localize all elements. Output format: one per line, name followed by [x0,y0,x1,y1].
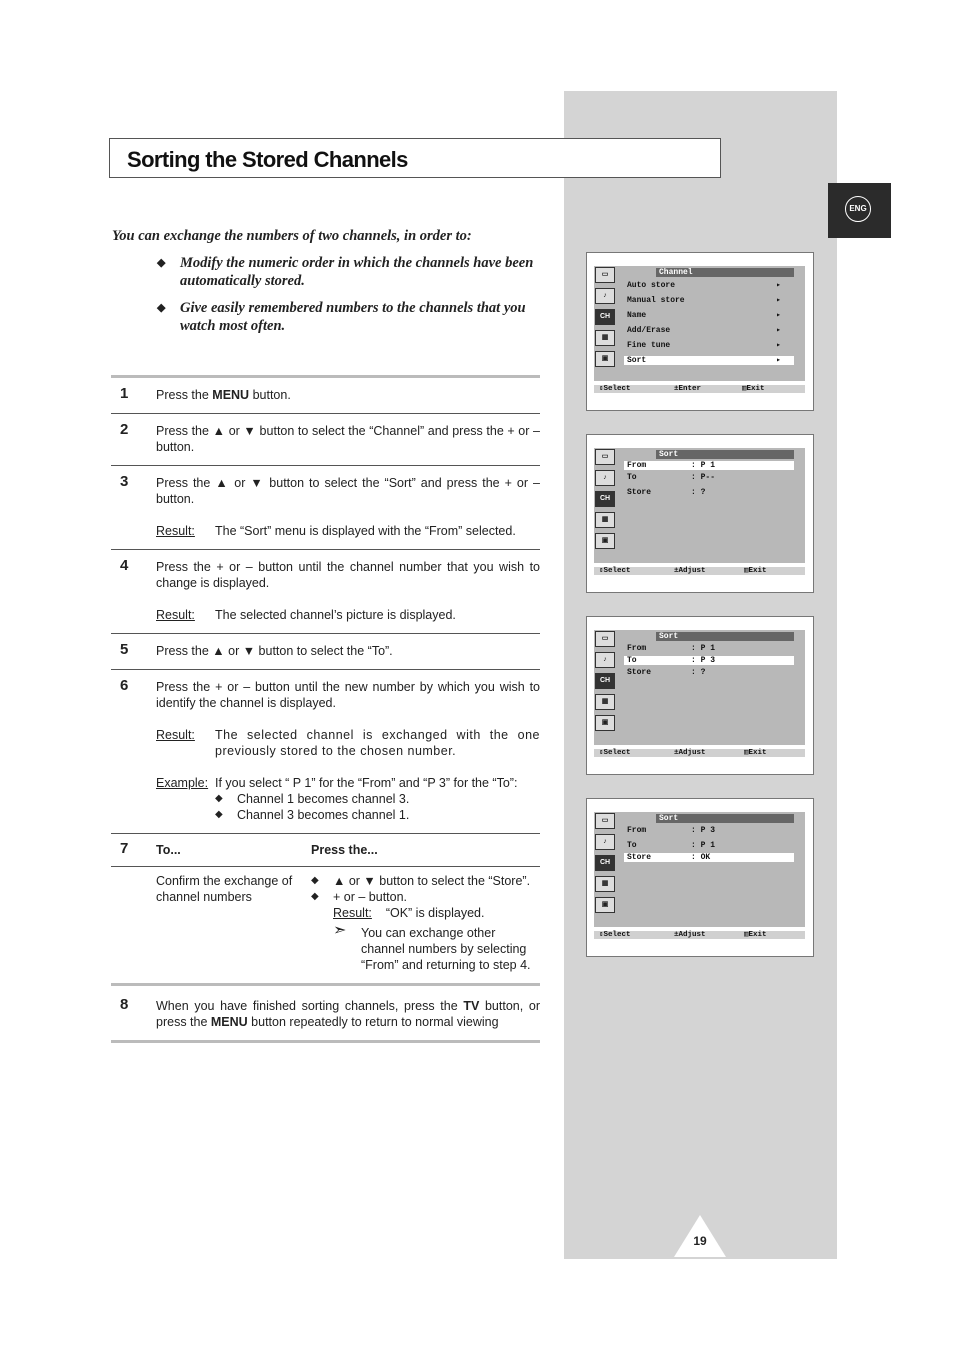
intro-bullet-text: Modify the numeric order in which the channels have been automatically stored. [180,255,534,289]
channel-icon: CH [595,309,615,325]
arrow-icon: ➣ [333,922,347,939]
function-icon: ▦ [595,512,615,528]
osd-value: : P 3 [691,656,716,665]
footer-label: Adjust [678,931,706,939]
picture-icon: ▭ [595,449,615,465]
osd-item: Name [627,311,647,320]
key-name: MENU [210,1015,248,1029]
menu-icons [595,631,615,736]
example-item [215,807,540,823]
osd-title: Sort [656,450,794,459]
osd-row-selected [624,853,794,862]
result-label: Result: [333,906,372,920]
diamond-icon: ◆ [311,891,319,902]
channel-icon: CH [595,491,615,507]
tv-screen-channel [586,252,814,411]
menu-icons [595,267,615,372]
arrow-right-icon: ▸ [776,311,781,320]
osd-footer [594,749,805,757]
pip-icon: ▣ [595,897,615,913]
action-result [311,905,540,921]
osd-row-selected [624,656,794,665]
step-7-body [111,873,540,973]
footer-label: Adjust [678,567,706,575]
column-header: Press the... [311,843,378,857]
footer-label: Exit [746,385,765,393]
osd-footer [594,567,805,575]
action-text: Confirm the exchange of channel numbers [156,874,293,904]
intro-bullet [112,254,552,290]
example-item [215,791,540,807]
arrow-right-icon: ▸ [776,341,781,350]
osd-row [624,470,794,485]
osd-row [624,641,794,656]
osd-item: Fine tune [627,341,671,350]
footer-select: ⇕Select [599,567,631,575]
osd-item: Store [627,853,652,862]
osd-item: From [627,461,647,470]
example-item-text: Channel 3 becomes channel 1. [237,808,410,822]
tv-screen-sort-1 [586,434,814,593]
osd-row [624,308,794,323]
footer-exit: ▥Exit [742,385,765,393]
example-item-text: Channel 1 becomes channel 3. [237,792,410,806]
pip-icon: ▣ [595,533,615,549]
footer-adjust: ±Adjust [674,567,706,575]
result-text: The selected channel’s picture is displayed. [215,608,456,622]
language-badge: ENG [845,196,871,222]
pip-icon: ▣ [595,351,615,367]
function-icon: ▦ [595,330,615,346]
osd-row [624,665,794,680]
action-line [311,889,540,905]
osd-value: : P 1 [691,461,716,470]
tv-screen-sort-2 [586,616,814,775]
menu-icons [595,813,615,918]
picture-icon: ▭ [595,267,615,283]
diamond-icon: ◆ [311,875,319,886]
example-text: If you select “ P 1” for the “From” and “P 3” for the “To”: [215,776,518,790]
footer-exit: ▥Exit [744,567,767,575]
intro-bullet [112,299,552,335]
result [156,727,540,759]
result [156,523,540,539]
arrow-right-icon: ▸ [776,281,781,290]
footer-label: Select [603,567,631,575]
result [156,607,540,623]
result-label: Result: [156,608,195,622]
result-text: The “Sort” menu is displayed with the “From” selected. [215,524,516,538]
osd-item: Sort [627,356,647,365]
example [156,775,540,823]
footer-label: Adjust [678,749,706,757]
step-7 [111,834,540,986]
channel-icon: CH [595,673,615,689]
result-label: Result: [156,728,195,742]
column-header: To... [156,843,181,857]
osd-item: Add/Erase [627,326,671,335]
osd-value: : ? [691,488,706,497]
osd-value: : P 3 [691,826,716,835]
step-text: Press the ▲ or ▼ button to select the “Channel” and press the + or – button. [156,424,540,454]
step-8 [111,986,540,1043]
example-label: Example: [156,776,209,790]
osd-menu [624,268,794,368]
picture-icon: ▭ [595,813,615,829]
footer-select: ⇕Select [599,385,631,393]
step-text: Press the + or – button until the channel number that you wish to change is displayed. [156,560,540,590]
step-5 [111,634,540,670]
step-6 [111,670,540,834]
diamond-icon: ◆ [157,257,166,269]
osd-item: From [627,826,647,835]
sound-icon: ♪ [595,834,615,850]
osd-value: : P 1 [691,644,716,653]
footer-adjust: ±Adjust [674,749,706,757]
osd-menu [624,814,794,865]
step-number: 1 [120,385,129,402]
footer-label: Exit [748,567,767,575]
footer-label: Select [603,749,631,757]
sound-icon: ♪ [595,470,615,486]
osd-title: Channel [656,268,794,277]
footer-label: Exit [748,931,767,939]
intro-bullet-text: Give easily remembered numbers to the channels that you watch most often. [180,300,526,334]
intro-lead: You can exchange the numbers of two channels, in order to: [112,228,472,244]
footer-select: ⇕Select [599,749,631,757]
title-box [109,138,721,178]
action-line-text: ▲ or ▼ button to select the “Store”. [333,874,531,888]
result-text: The selected channel is exchanged with the one previously stored to the chosen number. [215,728,540,758]
step-text-part: When you have finished sorting channels, press the [156,999,464,1013]
key-name: MENU [212,388,250,402]
diamond-icon: ◆ [215,793,223,804]
osd-row [624,823,794,838]
step-4 [111,550,540,634]
channel-icon: CH [595,855,615,871]
function-icon: ▦ [595,694,615,710]
osd-footer [594,385,805,393]
step-number: 5 [120,641,129,658]
steps-list [111,375,540,1043]
note-text: You can exchange other channel numbers by selecting “From” and returning to step 4. [361,926,531,972]
osd-item: To [627,473,637,482]
page-number: 19 [693,1234,707,1248]
osd-menu [624,450,794,500]
osd-row-selected [624,461,794,470]
step-3 [111,466,540,550]
osd-item: Store [627,668,652,677]
step-number: 7 [120,840,129,857]
osd-row [624,338,794,353]
page-title: Sorting the Stored Channels [127,147,408,172]
osd-item: Auto store [627,281,676,290]
osd-value: : P-- [691,473,716,482]
step-text-part: Press the [156,388,213,402]
footer-label: Enter [678,385,702,393]
step-text: Press the + or – button until the new number by which you wish to identify the channel is displayed. [156,680,540,710]
arrow-right-icon: ▸ [776,296,781,305]
intro [112,228,552,335]
step-7-header [111,842,540,867]
step-text-part: button. [249,388,291,402]
osd-row [624,323,794,338]
language-tab [828,183,891,238]
step-number: 3 [120,473,129,490]
footer-adjust: ±Adjust [674,931,706,939]
step-text: Press the ▲ or ▼ button to select the “Sort” and press the + or – button. [156,476,540,506]
step-number: 4 [120,557,129,574]
action-line-text: + or – button. [333,890,408,904]
action-steps [311,873,540,973]
footer-enter: ±Enter [674,385,702,393]
osd-row [624,293,794,308]
osd-item: Manual store [627,296,685,305]
osd-row-selected [624,356,794,365]
footer-exit: ▥Exit [744,931,767,939]
osd-title: Sort [656,814,794,823]
footer-exit: ▥Exit [744,749,767,757]
sound-icon: ♪ [595,288,615,304]
footer-label: Exit [748,749,767,757]
tv-screen-sort-3 [586,798,814,957]
osd-row [624,838,794,853]
footer-label: Select [603,385,631,393]
osd-value: : OK [691,853,711,862]
osd-title: Sort [656,632,794,641]
arrow-right-icon: ▸ [776,326,781,335]
step-text-part: button repeatedly to return to normal viewing [247,1015,499,1029]
osd-row [624,278,794,293]
osd-item: To [627,656,637,665]
step-2 [111,414,540,466]
menu-icons [595,449,615,554]
sound-icon: ♪ [595,652,615,668]
step-text [156,387,540,403]
osd-item: Store [627,488,652,497]
step-number: 2 [120,421,129,438]
example-body [215,775,540,823]
osd-row [624,485,794,500]
diamond-icon: ◆ [157,302,166,314]
function-icon: ▦ [595,876,615,892]
step-number: 6 [120,677,129,694]
step-text: Press the ▲ or ▼ button to select the “To”. [156,644,393,658]
step-1 [111,378,540,414]
picture-icon: ▭ [595,631,615,647]
diamond-icon: ◆ [215,809,223,820]
osd-menu [624,632,794,680]
osd-item: From [627,644,647,653]
footer-select: ⇕Select [599,931,631,939]
osd-value: : P 1 [691,841,716,850]
osd-footer [594,931,805,939]
result-label: Result: [156,524,195,538]
osd-item: To [627,841,637,850]
step-text-part: button, or press the [156,999,540,1029]
footer-label: Select [603,931,631,939]
key-name: TV [463,999,480,1013]
note [311,922,540,973]
action-line [311,873,540,889]
step-number: 8 [120,996,129,1013]
pip-icon: ▣ [595,715,615,731]
arrow-right-icon: ▸ [776,356,781,365]
osd-value: : ? [691,668,706,677]
result-text: “OK” is displayed. [385,906,485,920]
step-text [156,998,540,1030]
